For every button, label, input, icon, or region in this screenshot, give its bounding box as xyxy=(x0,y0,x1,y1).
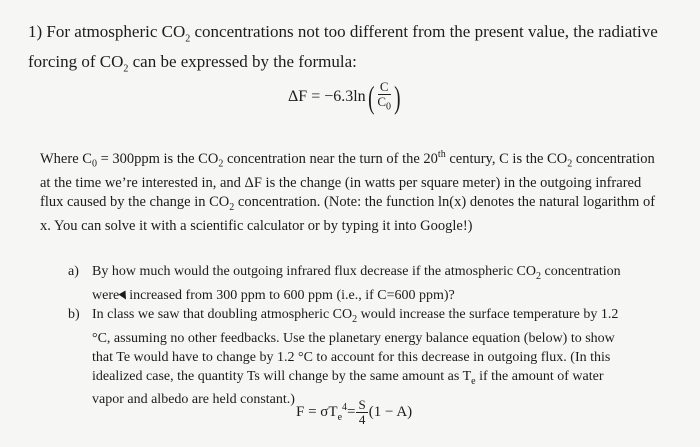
intro-text-1: For atmospheric CO xyxy=(46,22,186,41)
eq2-fraction xyxy=(356,398,367,427)
eq2-equals: = xyxy=(347,404,356,420)
equation-lhs: ΔF = −6.3ln xyxy=(288,88,366,106)
eq2-denominator: 4 xyxy=(358,412,366,427)
close-paren: ) xyxy=(394,79,401,116)
fraction-denominator: $C_0$ xyxy=(377,94,392,113)
fraction xyxy=(377,80,391,115)
intro-text-3: can be expressed by the formula: xyxy=(128,52,357,72)
question-number: 1) xyxy=(28,22,43,41)
part-b-label: b) xyxy=(68,306,80,322)
eq2-numerator: S xyxy=(358,397,366,412)
intro-sub-1: 2 xyxy=(185,33,191,45)
question-intro xyxy=(28,20,668,81)
energy-balance-equation xyxy=(296,398,412,427)
intro-text-2: concentrations not too different from the present value, the radiative forcing of CO xyxy=(28,22,658,72)
fraction-numerator: C xyxy=(379,79,389,94)
part-b-text: In class we saw that doubling atmospheric $CO_2$ would increase the surface temperature by 1.2 °C, assuming no other feedbacks. Use the planetary energy balance equation (below) to show that Te would have to change by 1.2 °C to account for this decrease in outgoing flux. (In this idealized case, the quantity Ts will change by the same amount as $T_e$ if the amount of water vapor and albedo are held constant.) xyxy=(92,306,619,408)
part-a xyxy=(68,262,638,305)
open-paren: ( xyxy=(367,79,375,116)
intro-sub-2: 2 xyxy=(123,63,129,75)
part-b xyxy=(68,305,638,410)
question-parts xyxy=(68,262,638,409)
part-a-text: By how much would the outgoing infrared flux decrease if the atmospheric $CO_2$ concentration were increased from 300 ppm to 600 ppm (i.e., if C=600 ppm)? xyxy=(92,264,621,303)
eq2-lhs: $F = \sigma T_e^4$ xyxy=(296,402,348,423)
eq2-rhs: (1 − A) xyxy=(368,404,413,420)
where-paragraph: Where $C_0 = 300ppm$ is the $CO_2$ concentration near the turn of the 20th century, C is the $CO_2$ concentration at the time we’re interested in, and ΔF is the change (in watts per square meter) in the outgoing infrared flux caused by the change in $CO_2$ concentration. (Note: the function ln(x) denotes the natural logarithm of x. You can solve it with a scientific calculator or by typing it into Google!) xyxy=(40,149,656,234)
part-a-label: a) xyxy=(68,264,79,279)
forcing-equation xyxy=(288,80,403,115)
